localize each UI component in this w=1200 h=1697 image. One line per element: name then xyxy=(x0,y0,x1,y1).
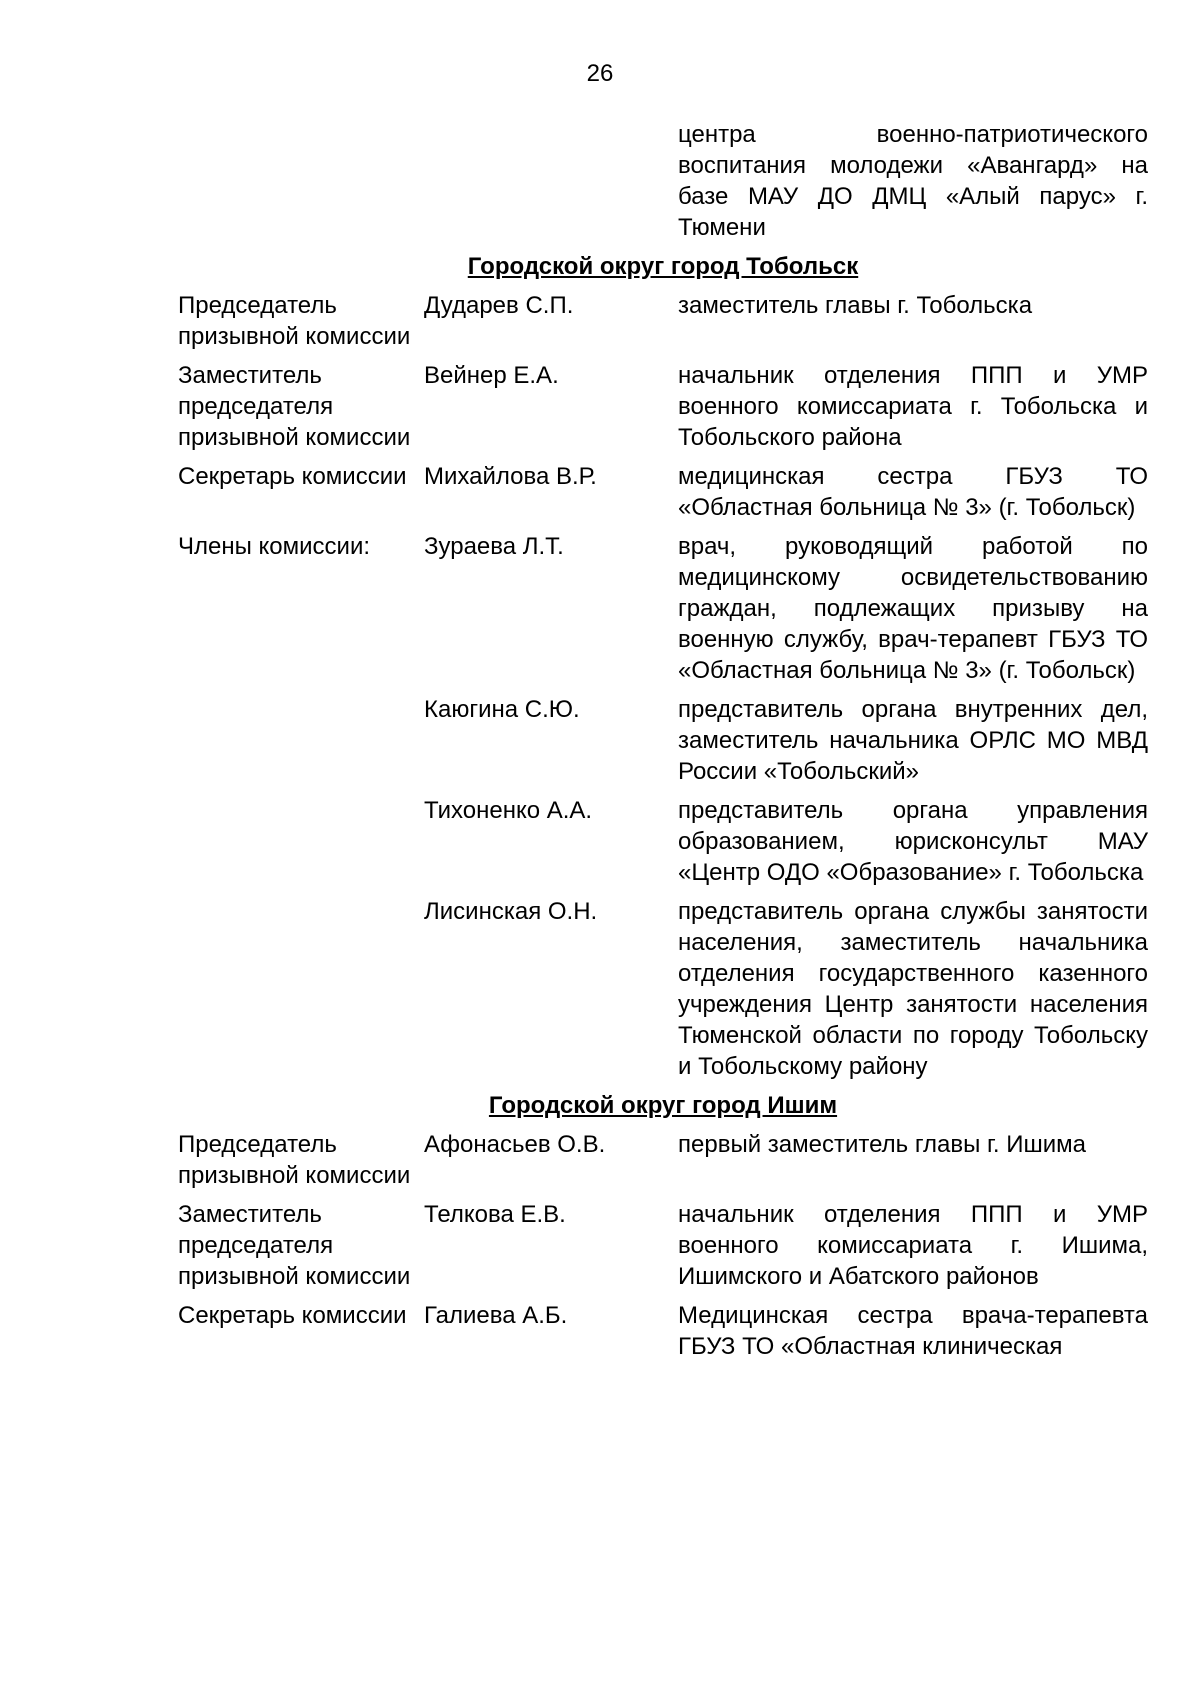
section-title-ishim: Городской округ город Ишим xyxy=(488,1092,838,1119)
table-row xyxy=(178,896,1148,1082)
role-cell: Заместитель председателя призывной комиссии xyxy=(178,362,411,451)
name-cell: Галиева А.Б. xyxy=(424,1302,568,1329)
role-cell: Заместитель председателя призывной комиссии xyxy=(178,1201,411,1290)
name-cell: Тихоненко А.А. xyxy=(424,797,593,824)
position-cell: начальник отделения ППП и УМР военного комиссариата г. Ишима, Ишимского и Абатского районов xyxy=(678,1201,1148,1290)
table-row xyxy=(178,795,1148,888)
table-row xyxy=(178,1199,1148,1292)
name-cell: Лисинская О.Н. xyxy=(424,898,598,925)
name-cell: Афонасьев О.В. xyxy=(424,1131,606,1158)
position-cell: представитель органа управления образованием, юрисконсульт МАУ «Центр ОДО «Образование» г. Тобольска xyxy=(678,797,1148,886)
table-row xyxy=(178,1129,1148,1191)
page-number: 26 xyxy=(586,60,614,87)
table-row xyxy=(178,360,1148,453)
table-row xyxy=(178,290,1148,352)
position-cell: Медицинская сестра врача-терапевта ГБУЗ ТО «Областная клиническая xyxy=(678,1302,1148,1360)
name-cell: Дударев С.П. xyxy=(424,292,574,319)
name-cell: Зураева Л.Т. xyxy=(424,533,564,560)
position-cell: первый заместитель главы г. Ишима xyxy=(678,1131,1086,1158)
position-cell: врач, руководящий работой по медицинскому освидетельствованию граждан, подлежащих призыву на военную службу, врач-терапевт ГБУЗ ТО «Областная больница № 3» (г. Тобольск) xyxy=(678,533,1148,684)
position-cell: представитель органа службы занятости населения, заместитель начальника отделения государственного казенного учреждения Центр занятости населения Тюменской области по городу Тобольску и Тобольскому району xyxy=(678,898,1148,1080)
role-cell: Секретарь комиссии xyxy=(178,1302,407,1329)
position-cell: начальник отделения ППП и УМР военного комиссариата г. Тобольска и Тобольского района xyxy=(678,362,1148,451)
role-cell: Председатель призывной комиссии xyxy=(178,292,411,350)
name-cell: Телкова Е.В. xyxy=(424,1201,566,1228)
role-cell: Члены комиссии: xyxy=(178,533,371,560)
commission-list xyxy=(178,119,1148,1370)
position-cell: заместитель главы г. Тобольска xyxy=(678,292,1033,319)
name-cell: Каюгина С.Ю. xyxy=(424,696,580,723)
role-cell: Председатель призывной комиссии xyxy=(178,1131,411,1189)
intro-row xyxy=(178,119,1148,243)
table-row xyxy=(178,694,1148,787)
position-cell: медицинская сестра ГБУЗ ТО «Областная больница № 3» (г. Тобольск) xyxy=(678,463,1148,521)
table-row xyxy=(178,531,1148,686)
intro-position: центра военно-патриотического воспитания молодежи «Авангард» на базе МАУ ДО ДМЦ «Алый парус» г. Тюмени xyxy=(678,121,1148,241)
name-cell: Михайлова В.Р. xyxy=(424,463,597,490)
section-title-tobolsk: Городской округ город Тобольск xyxy=(467,253,859,280)
table-row xyxy=(178,461,1148,523)
position-cell: представитель органа внутренних дел, заместитель начальника ОРЛС МО МВД России «Тобольский» xyxy=(678,696,1148,785)
table-row xyxy=(178,1300,1148,1362)
name-cell: Вейнер Е.А. xyxy=(424,362,559,389)
role-cell: Секретарь комиссии xyxy=(178,463,407,490)
